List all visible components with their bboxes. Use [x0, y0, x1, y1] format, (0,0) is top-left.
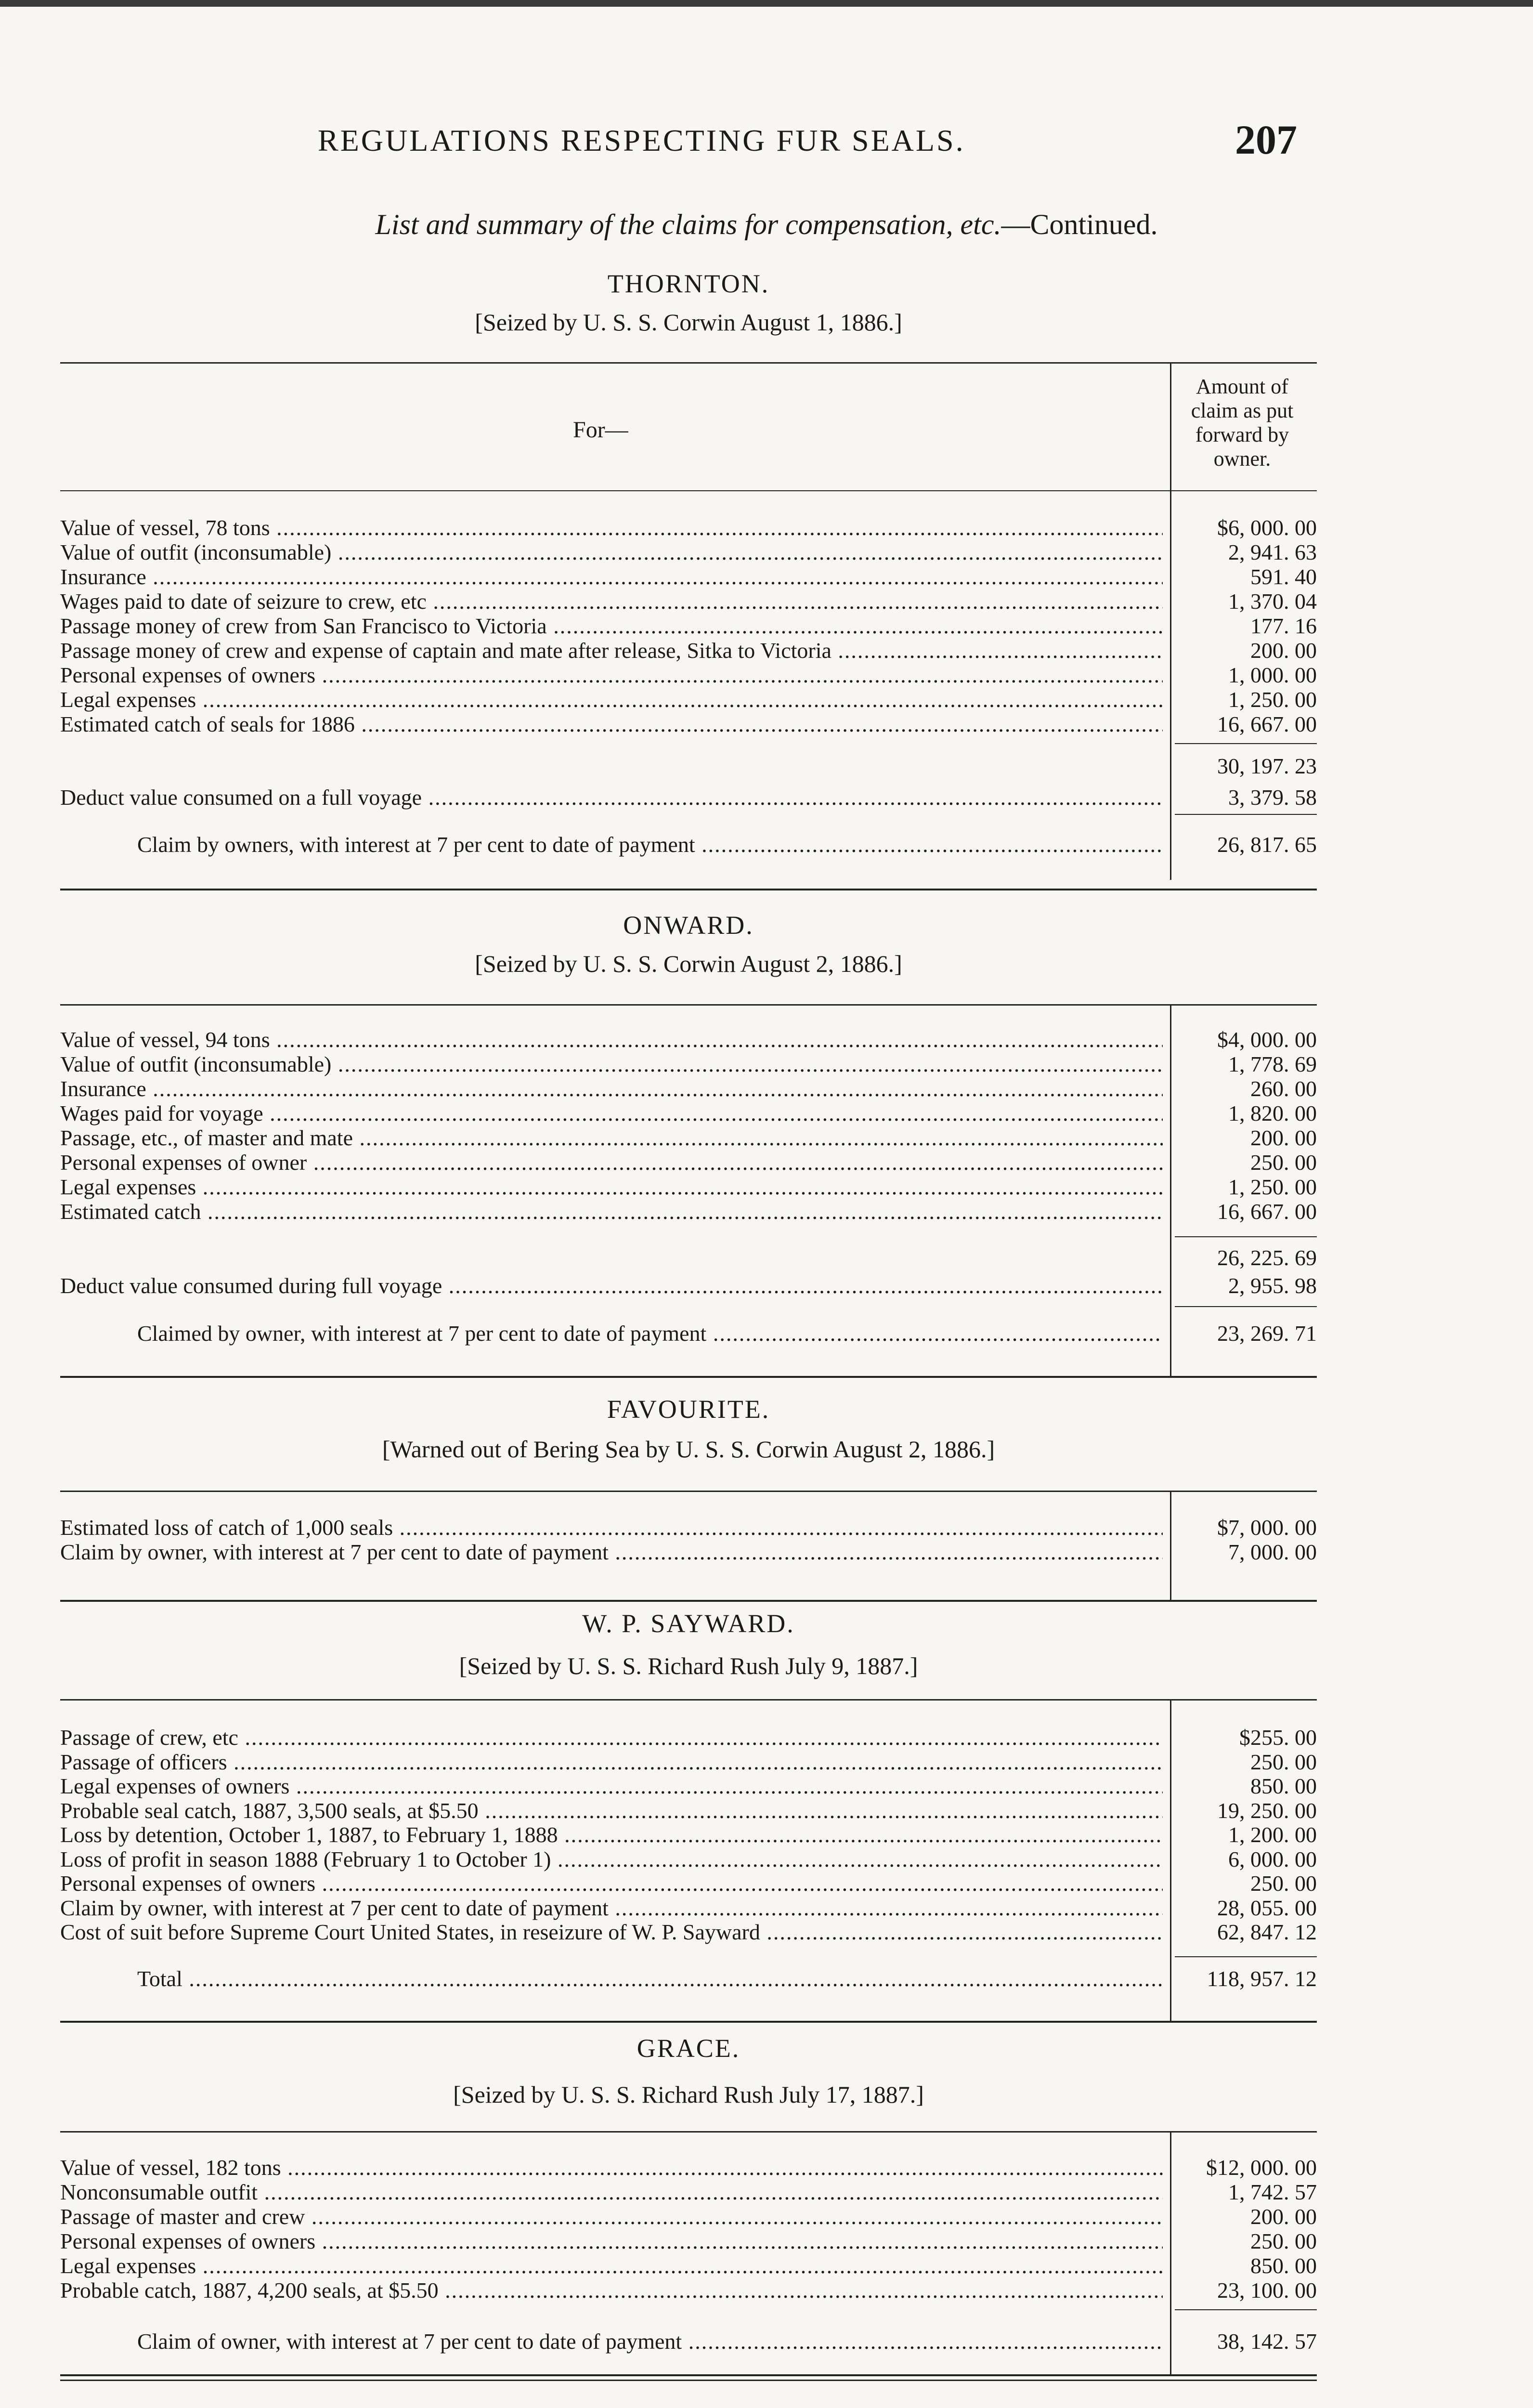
row-amount: 38, 142. 57 — [1217, 2329, 1317, 2354]
row-amount: 200. 00 — [1250, 1125, 1317, 1150]
row-label: Legal expenses of owners ..... — [60, 1774, 1163, 1799]
row-amount: 26, 225. 69 — [1217, 1245, 1317, 1270]
row-label: Personal expenses of owners ..... — [60, 2229, 1163, 2254]
row-amount: 26, 817. 65 — [1217, 832, 1317, 857]
row-amount: 1, 200. 00 — [1228, 1822, 1317, 1847]
section-title-thornton: THORNTON. — [607, 269, 770, 298]
row-label: Claim by owners, with interest at 7 per cent to date of payment ..... — [137, 832, 1163, 857]
row-label: Personal expenses of owners ..... — [60, 1871, 1163, 1896]
table-row — [60, 2229, 1317, 2254]
table-row — [60, 2204, 1317, 2229]
table-row — [60, 1150, 1317, 1175]
table-row — [60, 1798, 1317, 1823]
row-amount: 250. 00 — [1250, 1150, 1317, 1175]
row-amount: 28, 055. 00 — [1217, 1895, 1317, 1920]
row-amount: 591. 40 — [1250, 564, 1317, 589]
row-amount: 200. 00 — [1250, 2204, 1317, 2229]
rule — [60, 1004, 1317, 1006]
seizure-note-onward: [Seized by U. S. S. Corwin August 2, 1886.] — [475, 950, 902, 977]
row-amount: 16, 667. 00 — [1217, 1199, 1317, 1224]
rule — [1175, 1956, 1317, 1957]
table-row — [60, 832, 1317, 857]
row-amount: $7, 000. 00 — [1217, 1515, 1317, 1540]
row-label: Claim of owner, with interest at 7 per cent to date of payment ..... — [137, 2329, 1163, 2354]
row-amount: 23, 100. 00 — [1217, 2278, 1317, 2303]
row-amount: $4, 000. 00 — [1217, 1027, 1317, 1052]
rule — [1175, 2309, 1317, 2310]
row-label: Personal expenses of owner ..... — [60, 1150, 1163, 1175]
seizure-note-favourite: [Warned out of Bering Sea by U. S. S. Corwin August 2, 1886.] — [382, 1436, 995, 1463]
seizure-note-thornton: [Seized by U. S. S. Corwin August 1, 1886.] — [475, 309, 902, 336]
row-amount: 250. 00 — [1250, 1749, 1317, 1774]
section-title-favourite: FAVOURITE. — [607, 1395, 770, 1424]
table-row — [60, 1125, 1317, 1151]
rule — [60, 2374, 1317, 2376]
table-row — [60, 785, 1317, 810]
row-amount: 250. 00 — [1250, 2229, 1317, 2253]
row-label: Deduct value consumed on a full voyage ..... — [60, 785, 1163, 810]
table-row — [60, 2329, 1317, 2354]
row-label: Value of vessel, 94 tons ..... — [60, 1027, 1163, 1052]
subtitle-continued: —Continued. — [1001, 209, 1158, 240]
row-label: Value of vessel, 182 tons ..... — [60, 2155, 1163, 2180]
scan-edge — [0, 0, 1533, 7]
row-label: Probable seal catch, 1887, 3,500 seals, at $5.50 ..... — [60, 1798, 1163, 1823]
row-label: Total ..... — [137, 1966, 1163, 1991]
row-label: Value of outfit (inconsumable) ..... — [60, 540, 1163, 565]
section-title-onward: ONWARD. — [623, 911, 754, 940]
column-header-for: For— — [573, 417, 628, 443]
row-label: Probable catch, 1887, 4,200 seals, at $5.50 ..... — [60, 2278, 1163, 2303]
table-row — [60, 1245, 1317, 1270]
row-amount: 1, 370. 04 — [1228, 589, 1317, 614]
section-title-grace: GRACE. — [637, 2034, 741, 2063]
rule — [60, 1699, 1317, 1701]
rule — [60, 1491, 1317, 1492]
row-amount: 6, 000. 00 — [1228, 1846, 1317, 1871]
row-amount: 1, 250. 00 — [1228, 687, 1317, 712]
row-amount: 177. 16 — [1250, 614, 1317, 638]
row-amount: 850. 00 — [1250, 1774, 1317, 1798]
table-row — [60, 564, 1317, 589]
row-amount: 1, 000. 00 — [1228, 663, 1317, 687]
row-label: Passage, etc., of master and mate ..... — [60, 1125, 1163, 1151]
row-amount: 1, 250. 00 — [1228, 1175, 1317, 1199]
page-number: 207 — [1235, 117, 1297, 163]
row-label: Estimated loss of catch of 1,000 seals ..... — [60, 1515, 1163, 1540]
row-amount: $255. 00 — [1239, 1725, 1317, 1750]
row-amount: 19, 250. 00 — [1217, 1798, 1317, 1823]
section-title-sayward: W. P. SAYWARD. — [582, 1609, 795, 1638]
rule — [60, 362, 1317, 364]
row-label: Passage of crew, etc ..... — [60, 1725, 1163, 1750]
row-amount: 62, 847. 12 — [1217, 1920, 1317, 1944]
rule — [1175, 1236, 1317, 1237]
rule — [1175, 814, 1317, 815]
row-label: Cost of suit before Supreme Court United States, in reseizure of W. P. Sayward ..... — [60, 1920, 1163, 1945]
table-row — [60, 1822, 1317, 1847]
table-row — [60, 1750, 1317, 1775]
table-row — [60, 614, 1317, 639]
running-title: REGULATIONS RESPECTING FUR SEALS. — [318, 123, 965, 157]
row-amount: 850. 00 — [1250, 2253, 1317, 2278]
table-row — [60, 1774, 1317, 1799]
row-amount: 30, 197. 23 — [1217, 754, 1317, 778]
seizure-note-grace: [Seized by U. S. S. Richard Rush July 17, 1887.] — [453, 2081, 924, 2108]
row-amount: 3, 379. 58 — [1228, 785, 1317, 810]
row-label: Loss by detention, October 1, 1887, to February 1, 1888 ..... — [60, 1822, 1163, 1847]
row-label: Legal expenses ..... — [60, 687, 1163, 712]
row-label: Claim by owner, with interest at 7 per cent to date of payment ..... — [60, 1896, 1163, 1921]
row-amount: $12, 000. 00 — [1206, 2155, 1317, 2180]
table-row — [60, 1725, 1317, 1750]
row-amount: 260. 00 — [1250, 1076, 1317, 1101]
row-amount: 200. 00 — [1250, 638, 1317, 663]
table-row — [60, 1175, 1317, 1200]
row-amount: 2, 941. 63 — [1228, 540, 1317, 564]
row-label: Wages paid to date of seizure to crew, etc ..... — [60, 589, 1163, 614]
row-label: Insurance ..... — [60, 564, 1163, 589]
row-amount: 250. 00 — [1250, 1871, 1317, 1896]
row-label: Estimated catch ..... — [60, 1199, 1163, 1224]
seizure-note-sayward: [Seized by U. S. S. Richard Rush July 9, 1887.] — [459, 1652, 918, 1679]
table-row — [60, 540, 1317, 565]
row-label: Passage of officers ..... — [60, 1750, 1163, 1775]
row-label: Claim by owner, with interest at 7 per cent to date of payment ..... — [60, 1540, 1163, 1565]
table-row — [60, 1076, 1317, 1101]
row-label: Insurance ..... — [60, 1076, 1163, 1101]
table-row — [60, 687, 1317, 712]
row-label: Estimated catch of seals for 1886 ..... — [60, 712, 1163, 737]
row-amount: 1, 742. 57 — [1228, 2180, 1317, 2204]
rule — [60, 1600, 1317, 1602]
table-row — [60, 663, 1317, 688]
rule — [60, 889, 1317, 890]
table-row — [60, 712, 1317, 737]
row-label: Loss of profit in season 1888 (February 1 to October 1) ..... — [60, 1847, 1163, 1872]
row-amount: 2, 955. 98 — [1228, 1273, 1317, 1298]
table-row — [60, 515, 1317, 540]
row-amount: 118, 957. 12 — [1207, 1966, 1317, 1991]
table-row — [60, 754, 1317, 779]
rule — [60, 2131, 1317, 2133]
table-row — [60, 1101, 1317, 1126]
rule — [60, 2021, 1317, 2023]
table-row — [60, 2180, 1317, 2205]
row-label: Passage of master and crew ..... — [60, 2204, 1163, 2229]
table-row — [60, 1052, 1317, 1077]
row-label: Nonconsumable outfit ..... — [60, 2180, 1163, 2205]
table-row — [60, 1027, 1317, 1052]
table-row — [60, 2253, 1317, 2278]
table-row — [60, 1273, 1317, 1298]
table-row — [60, 1540, 1317, 1565]
row-label: Wages paid for voyage ..... — [60, 1101, 1163, 1126]
rule — [60, 1376, 1317, 1378]
table-row — [60, 1871, 1317, 1896]
row-label: Legal expenses ..... — [60, 1175, 1163, 1200]
row-label: Passage money of crew from San Francisco to Victoria ..... — [60, 614, 1163, 639]
table-row — [60, 1515, 1317, 1540]
row-label: Personal expenses of owners ..... — [60, 663, 1163, 688]
table-row — [60, 1321, 1317, 1346]
row-amount: 16, 667. 00 — [1217, 712, 1317, 736]
column-header-amount: Amount of claim as put forward by owner. — [1191, 375, 1294, 471]
row-label: Value of vessel, 78 tons ..... — [60, 515, 1163, 540]
rule — [60, 2380, 1317, 2381]
row-amount: 7, 000. 00 — [1228, 1540, 1317, 1564]
page-subtitle — [0, 208, 1533, 241]
rule — [60, 490, 1317, 491]
table-row — [60, 1199, 1317, 1224]
row-label: Deduct value consumed during full voyage ..... — [60, 1273, 1163, 1298]
table-row — [60, 638, 1317, 663]
row-label: Legal expenses ..... — [60, 2253, 1163, 2278]
row-amount: $6, 000. 00 — [1217, 515, 1317, 540]
row-amount: 1, 820. 00 — [1228, 1101, 1317, 1125]
table-row — [60, 2155, 1317, 2180]
table-row — [60, 1920, 1317, 1945]
table-row — [60, 1896, 1317, 1921]
row-label: Value of outfit (inconsumable) ..... — [60, 1052, 1163, 1077]
row-amount: 1, 778. 69 — [1228, 1052, 1317, 1076]
table-row — [60, 589, 1317, 614]
table-row — [60, 1847, 1317, 1872]
subtitle-italic: List and summary of the claims for compensation, etc. — [375, 209, 1001, 240]
rule — [1175, 1306, 1317, 1307]
row-label: Claimed by owner, with interest at 7 per cent to date of payment ..... — [137, 1321, 1163, 1346]
row-label: Passage money of crew and expense of captain and mate after release, Sitka to Victoria ..... — [60, 638, 1163, 663]
row-amount: 23, 269. 71 — [1217, 1321, 1317, 1346]
table-row — [60, 2278, 1317, 2303]
table-row — [60, 1966, 1317, 1991]
rule — [1175, 743, 1317, 744]
